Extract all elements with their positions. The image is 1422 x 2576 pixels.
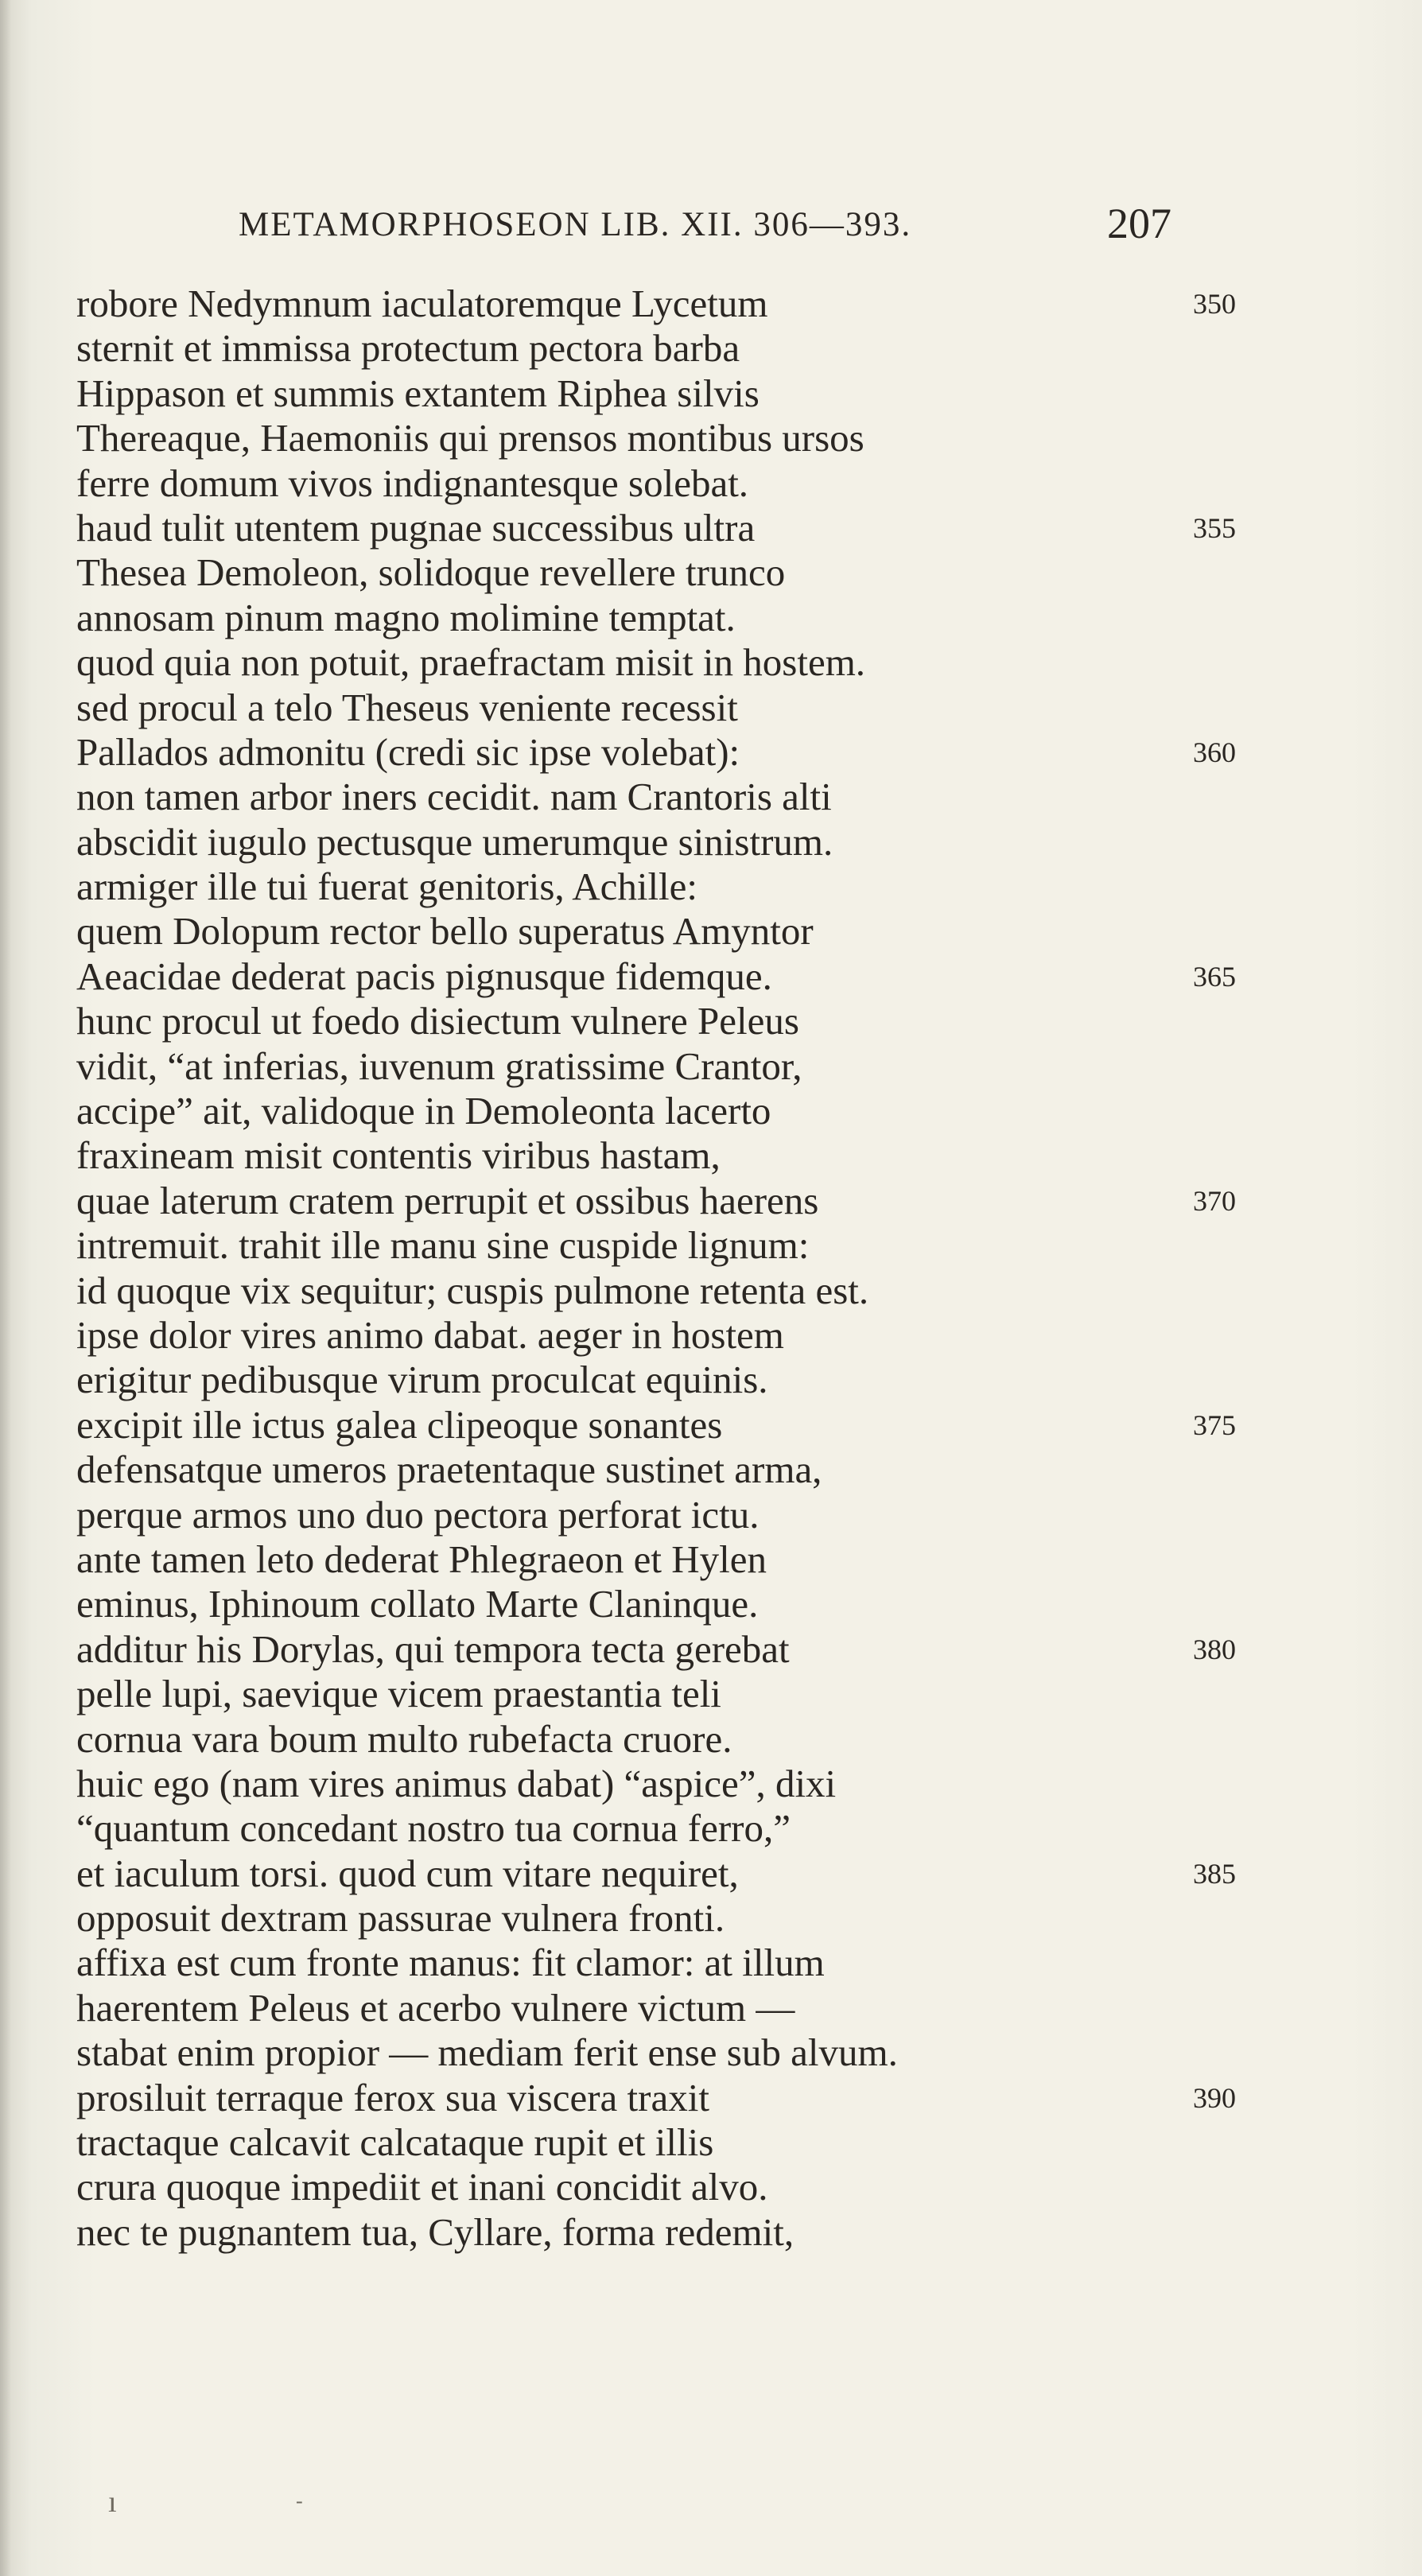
verse-line-text: opposuit dextram passurae vulnera fronti.	[76, 1896, 725, 1941]
verse-line	[76, 1762, 1269, 1806]
verse-line-text: stabat enim propior — mediam ferit ense sub alvum.	[76, 2030, 898, 2075]
verse-line-text: quem Dolopum rector bello superatus Amyntor	[76, 909, 814, 954]
verse-line-text: Thereaque, Haemoniis qui prensos montibus ursos	[76, 416, 864, 460]
verse-line	[76, 416, 1269, 460]
verse-line-text: Aeacidae dederat pacis pignusque fidemque.	[76, 954, 772, 998]
verse-line-text: robore Nedymnum iaculatoremque Lycetum	[76, 282, 768, 325]
verse-line-text: cornua vara boum multo rubefacta cruore.	[76, 1716, 732, 1761]
verse-line-text: abscidit iugulo pectusque umerumque sinistrum.	[76, 819, 833, 864]
verse-line	[76, 1672, 1269, 1716]
verse-line-text: haerentem Peleus et acerbo vulnere victum —	[76, 1985, 795, 2030]
verse-line-text: quod quia non potuit, praefractam misit in hostem.	[76, 640, 866, 685]
line-number: 375	[1193, 1408, 1236, 1441]
verse-line	[76, 1358, 1269, 1402]
verse-line-text: et iaculum torsi. quod cum vitare nequiret,	[76, 1851, 739, 1895]
verse-line	[76, 1717, 1269, 1762]
verse-line-text: Pallados admonitu (credi sic ipse volebat):	[76, 729, 740, 774]
verse-line-text: pelle lupi, saevique vicem praestantia teli	[76, 1672, 721, 1716]
verse-line-text: excipit ille ictus galea clipeoque sonantes	[76, 1402, 723, 1447]
verse-line-text: erigitur pedibusque virum proculcat equinis.	[76, 1358, 768, 1402]
verse-line	[76, 1896, 1269, 1941]
verse-line-text: accipe” ait, validoque in Demoleonta lacerto	[76, 1089, 771, 1133]
verse-line	[76, 1133, 1269, 1178]
verse-line-text: Hippason et summis extantem Riphea silvis	[76, 371, 760, 415]
verse-line-text: eminus, Iphinoum collato Marte Claninque.	[76, 1582, 759, 1626]
verse-line	[76, 1403, 1269, 1447]
verse-line	[76, 686, 1269, 730]
verse-line	[76, 2165, 1269, 2209]
verse-line-text: additur his Dorylas, qui tempora tecta gerebat	[76, 1626, 790, 1671]
verse-line-text: defensatque umeros praetentaque sustinet arma,	[76, 1447, 822, 1492]
stray-ink-mark: ı	[108, 2485, 117, 2519]
verse-line	[76, 1627, 1269, 1672]
verse-line	[76, 1269, 1269, 1313]
verse-line-text: affixa est cum fronte manus: fit clamor: at illum	[76, 1941, 825, 1985]
verse-line	[76, 326, 1269, 371]
verse-line	[76, 820, 1269, 864]
verse-line-text: haud tulit utentem pugnae successibus ultra	[76, 505, 756, 550]
line-number: 355	[1193, 511, 1236, 544]
verse-line-text: hunc procul ut foedo disiectum vulnere Peleus	[76, 999, 799, 1043]
verse-line-text: sed procul a telo Theseus veniente recessit	[76, 685, 738, 729]
verse-line-text: ante tamen leto dederat Phlegraeon et Hylen	[76, 1537, 767, 1581]
verse-line	[76, 1223, 1269, 1268]
line-number: 365	[1193, 960, 1236, 993]
verse-line-text: quae laterum cratem perrupit et ossibus haerens	[76, 1178, 819, 1222]
verse-line	[76, 2120, 1269, 2165]
stray-ink-dot: -	[296, 2489, 303, 2512]
verse-line-text: “quantum concedant nostro tua cornua ferro,”	[76, 1806, 791, 1851]
verse-line	[76, 1851, 1269, 1896]
verse-line-text: crura quoque impediit et inani concidit alvo.	[76, 2165, 768, 2209]
verse-line	[76, 954, 1269, 999]
verse-line	[76, 730, 1269, 775]
verse-line-text: tractaque calcavit calcataque rupit et illis	[76, 2120, 714, 2165]
gutter-shadow	[0, 0, 11, 2576]
line-number: 370	[1193, 1184, 1236, 1217]
verse-line	[76, 775, 1269, 819]
verse-line-text: huic ego (nam vires animus dabat) “aspice”, dixi	[76, 1761, 837, 1805]
verse-line-text: non tamen arbor iners cecidit. nam Crantoris alti	[76, 775, 832, 819]
verse-line	[76, 282, 1269, 326]
verse-line	[76, 1447, 1269, 1492]
verse-line-text: ipse dolor vires animo dabat. aeger in hostem	[76, 1312, 784, 1357]
verse-line-text: intremuit. trahit ille manu sine cuspide lignum:	[76, 1223, 810, 1268]
line-number: 385	[1193, 1857, 1236, 1890]
verse-line-text: id quoque vix sequitur; cuspis pulmone retenta est.	[76, 1268, 869, 1312]
verse-line	[76, 1941, 1269, 1985]
verse-line	[76, 371, 1269, 416]
verse-line	[76, 2076, 1269, 2120]
verse-line	[76, 1089, 1269, 1133]
line-number: 390	[1193, 2081, 1236, 2114]
verse-line	[76, 1313, 1269, 1358]
verse-line-text: fraxineam misit contentis viribus hastam,	[76, 1133, 721, 1178]
verse-line-text: armiger ille tui fuerat genitoris, Achille:	[76, 864, 698, 909]
verse-body	[76, 282, 1269, 2255]
verse-line	[76, 1179, 1269, 1223]
verse-line-text: vidit, “at inferias, iuvenum gratissime Crantor,	[76, 1043, 802, 1088]
running-head: METAMORPHOSEON LIB. XII. 306—393.	[239, 206, 912, 243]
verse-line	[76, 506, 1269, 550]
line-number: 360	[1193, 736, 1236, 768]
verse-line-text: perque armos uno duo pectora perforat ictu.	[76, 1492, 760, 1537]
line-number: 380	[1193, 1633, 1236, 1665]
verse-line	[76, 1044, 1269, 1089]
verse-line-text: annosam pinum magno molimine temptat.	[76, 595, 736, 639]
verse-line	[76, 461, 1269, 506]
verse-line-text: prosiluit terraque ferox sua viscera traxit	[76, 2075, 709, 2119]
verse-line	[76, 2030, 1269, 2075]
verse-line	[76, 2210, 1269, 2255]
verse-line	[76, 550, 1269, 595]
verse-line	[76, 1806, 1269, 1851]
verse-line-text: sternit et immissa protectum pectora barba	[76, 326, 740, 371]
verse-line-text: Thesea Demoleon, solidoque revellere trunco	[76, 550, 786, 595]
verse-line	[76, 999, 1269, 1043]
verse-line	[76, 640, 1269, 685]
verse-line	[76, 1537, 1269, 1582]
verse-line	[76, 864, 1269, 909]
verse-line	[76, 1493, 1269, 1537]
page-number: 207	[1107, 200, 1171, 247]
verse-line-text: nec te pugnantem tua, Cyllare, forma redemit,	[76, 2209, 795, 2254]
verse-line	[76, 909, 1269, 954]
verse-line	[76, 1582, 1269, 1626]
verse-line	[76, 596, 1269, 640]
verse-line	[76, 1986, 1269, 2030]
verse-line-text: ferre domum vivos indignantesque solebat.	[76, 460, 749, 505]
line-number: 350	[1193, 288, 1236, 320]
